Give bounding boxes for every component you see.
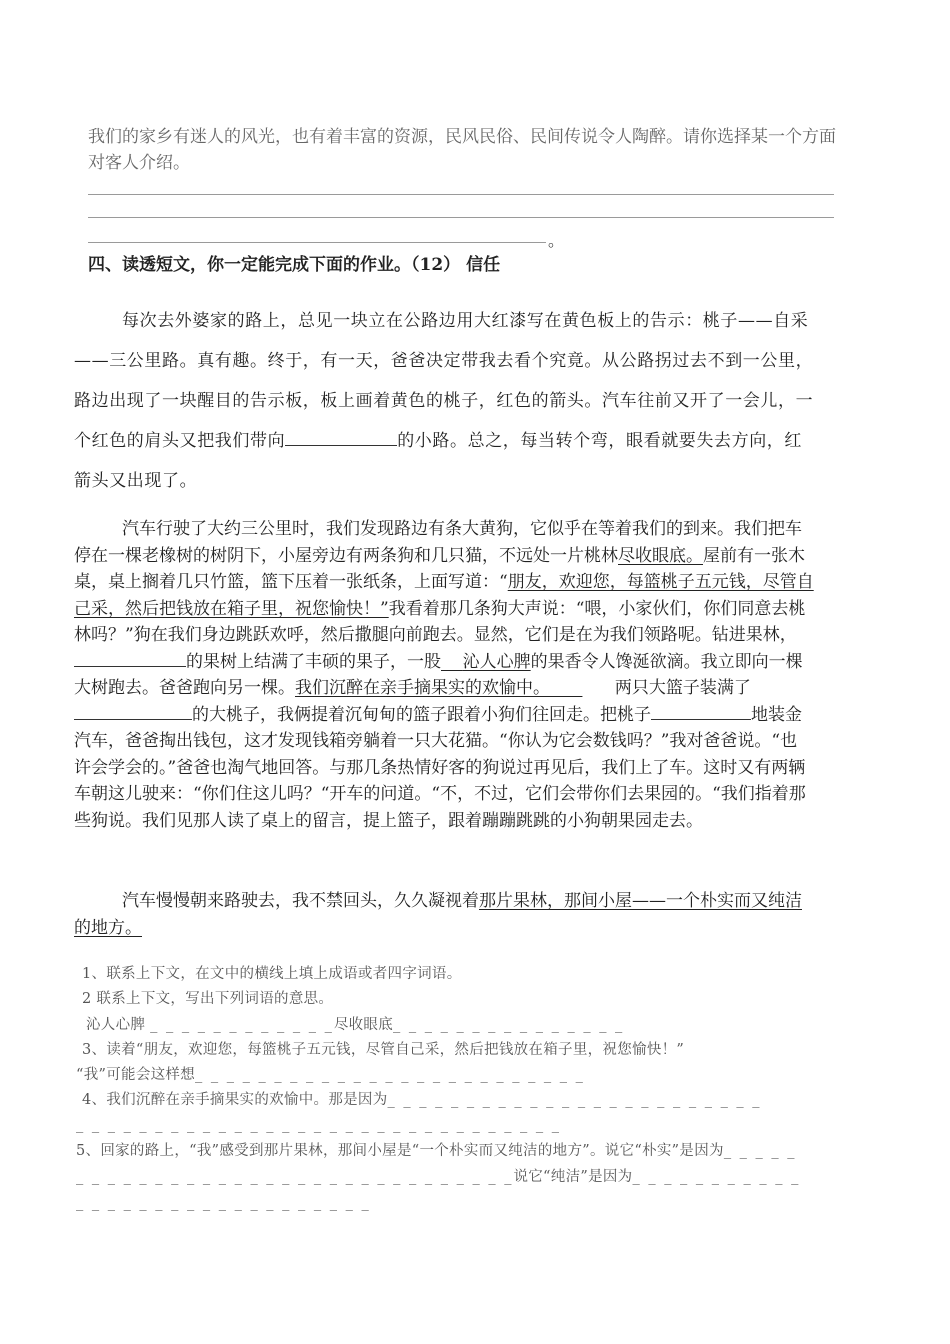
fill-blank-4[interactable] [651, 702, 751, 720]
question-1: 1、联系上下文，在文中的横线上填上成语或者四字词语。 [82, 966, 462, 982]
answer-dash-2[interactable]: _ _ _ _ _ _ _ _ _ _ _ _ _ _ _ [393, 1017, 625, 1033]
story-paragraph-1 [74, 301, 814, 501]
answer-line-2[interactable] [88, 217, 834, 218]
question-5: 5、回家的路上，“我”感受到那片果林，那间小屋是“一个朴实而又纯洁的地方”。说它“朴实”是因为_ _ _ _ _ _ _ _ _ _ _ _ _ _ _ _ _ _ _ _ _ _ _ _ _ _ _ _ _ _ _ _ _说它“纯洁”是因为_ _ _ _ _ _ _ _ _ _ _ _ _ _ _ _ _ _ _ _ _ _ _ _ _ _ _ _ _ _ [76, 1143, 801, 1211]
answer-dash-3[interactable]: _ _ _ _ _ _ _ _ _ _ _ _ _ _ _ _ _ _ _ _ _ _ _ _ _ [195, 1067, 585, 1083]
p2-text-2: 屋前有一张木桌，桌上搁着几只竹篮，篮下压着一张纸条，上面写道：“ [74, 545, 805, 592]
p3-underlined-1: 那片果林，那间小屋——一个朴实而又纯洁的地方。 [74, 891, 802, 938]
p2-text-8: 地装金汽车，爸爸掏出钱包，这才发现钱箱旁躺着一只大花猫。“你认为它会数钱吗？”我对爸爸说。“也许会学会的。”爸爸也淘气地回答。与那几条热情好客的狗说过再见后，我们上了车。这时又有两辆车朝这儿驶来：“你们住这儿吗？“开车的问道。“不，不过，它们会带你们去果园的。“我们指着那些狗说。我们见那人读了桌上的留言，提上篮子，跟着蹦蹦跳跳的小狗朝果园走去。 [74, 704, 806, 831]
p2-text-4: 的果树上结满了丰硕的果子，一股 [186, 651, 441, 672]
p2-underlined-3: 沁人心脾 [462, 651, 531, 672]
p1-text-a: 每次去外婆家的路上，总见一块立在公路边用大红漆写在黄色板上的告示：桃子——自采——三公里路。真有趣。终于，有一天，爸爸决定带我去看个究竟。从公路拐过去不到一公里，路边出现了一块醒目的告示板，板上画着黄色的桃子，红色的箭头。汽车往前又开了一会儿，一个红色的肩头又把我们带向 [74, 311, 814, 451]
answer-dash-7[interactable]: _ _ _ _ _ _ _ _ _ _ _ _ _ _ _ _ _ _ _ _ _ _ _ _ _ _ _ _ _ _ [76, 1169, 801, 1211]
question-3: 3、读着“朋友，欢迎您，每篮桃子五元钱，尽管自己采，然后把钱放在箱子里，祝您愉快！” [82, 1042, 685, 1058]
p2-text-5: 的果香令人馋涎欲滴。我立即向一棵大树跑去。爸爸跑向另一棵。 [74, 651, 803, 698]
answer-dash-4[interactable]: _ _ _ _ _ _ _ _ _ _ _ _ _ _ _ _ _ _ _ _ _ _ _ _ [387, 1092, 762, 1108]
term-2: 尽收眼底 [333, 1017, 394, 1033]
answer-line-3[interactable] [88, 242, 546, 243]
p2-text-1: 汽车行驶了大约三公里时，我们发现路边有条大黄狗，它似乎在等着我们的到来。我们把车停在一棵老橡树的树阴下，小屋旁边有两条狗和几只猫，不远处一片桃林 [74, 519, 802, 566]
p2-underlined-1: 尽收眼底。 [618, 545, 703, 566]
question-3-b: “我”可能会这样想_ _ _ _ _ _ _ _ _ _ _ _ _ _ _ _ _ _ _ _ _ _ _ _ _ [76, 1067, 585, 1083]
p2-underlined-2: 朋友，欢迎您，每篮桃子五元钱，尽管自己采，然后把钱放在箱子里，祝您愉快！” [74, 572, 814, 619]
p2-text-6: 两只大篮子装满了 [614, 678, 751, 698]
intro-prompt: 我们的家乡有迷人的风光，也有着丰富的资源，民风民俗、民间传说令人陶醉。请你选择某一个方面对客人介绍。 [88, 127, 836, 173]
fill-blank-1[interactable] [285, 428, 397, 446]
fill-blank-2[interactable] [74, 649, 186, 667]
answer-period: 。 [548, 231, 565, 250]
story-paragraph-2 [74, 516, 814, 834]
p1-text-b: 的小路。总之，每当转个弯，眼看就要失去方向，红箭头又出现了。 [74, 431, 803, 491]
answer-line-1[interactable] [88, 194, 834, 195]
section-heading: 四、读透短文，你一定能完成下面的作业。（12） 信任 [88, 255, 501, 275]
question-2: 2 联系上下文，写出下列词语的意思。 [82, 991, 334, 1007]
p2-underlined-4: 我们沉醉在亲手摘果实的欢愉中。 [295, 678, 550, 698]
answer-dash-1[interactable]: _ _ _ _ _ _ _ _ _ _ _ _ [150, 1017, 334, 1033]
p3-text-1: 汽车慢慢朝来路驶去，我不禁回头，久久凝视着 [122, 891, 479, 911]
answer-dash-5[interactable]: _ _ _ _ _ _ _ _ _ _ _ _ _ _ _ _ _ _ _ _ _ _ _ _ _ _ _ _ _ _ _ [76, 1117, 562, 1133]
question-2-items [86, 1013, 816, 1038]
story-paragraph-3 [74, 888, 814, 941]
q5-label-b: 说它“纯洁”是因为 [513, 1169, 633, 1185]
term-1: 沁人心脾 [86, 1017, 146, 1033]
fill-blank-3[interactable] [74, 702, 192, 720]
question-4-cont [76, 1113, 806, 1138]
p2-text-3: 我看着那几条狗大声说：“喂，小家伙们，你们同意去桃林吗？”狗在我们身边跳跃欢呼，然后撒腿向前跑去。显然，它们是在为我们领路呢。钻进果林， [74, 598, 806, 645]
question-4: 4、我们沉醉在亲手摘果实的欢愉中。那是因为_ _ _ _ _ _ _ _ _ _ _ _ _ _ _ _ _ _ _ _ _ _ _ _ [82, 1092, 762, 1108]
p2-text-7: 的大桃子，我俩提着沉甸甸的篮子跟着小狗们往回走。把桃子 [192, 704, 651, 725]
answer-dash-6[interactable]: _ _ _ _ _ _ _ _ _ _ _ _ _ _ _ _ _ _ _ _ _ _ _ _ _ _ _ _ _ _ _ _ _ [76, 1143, 797, 1185]
